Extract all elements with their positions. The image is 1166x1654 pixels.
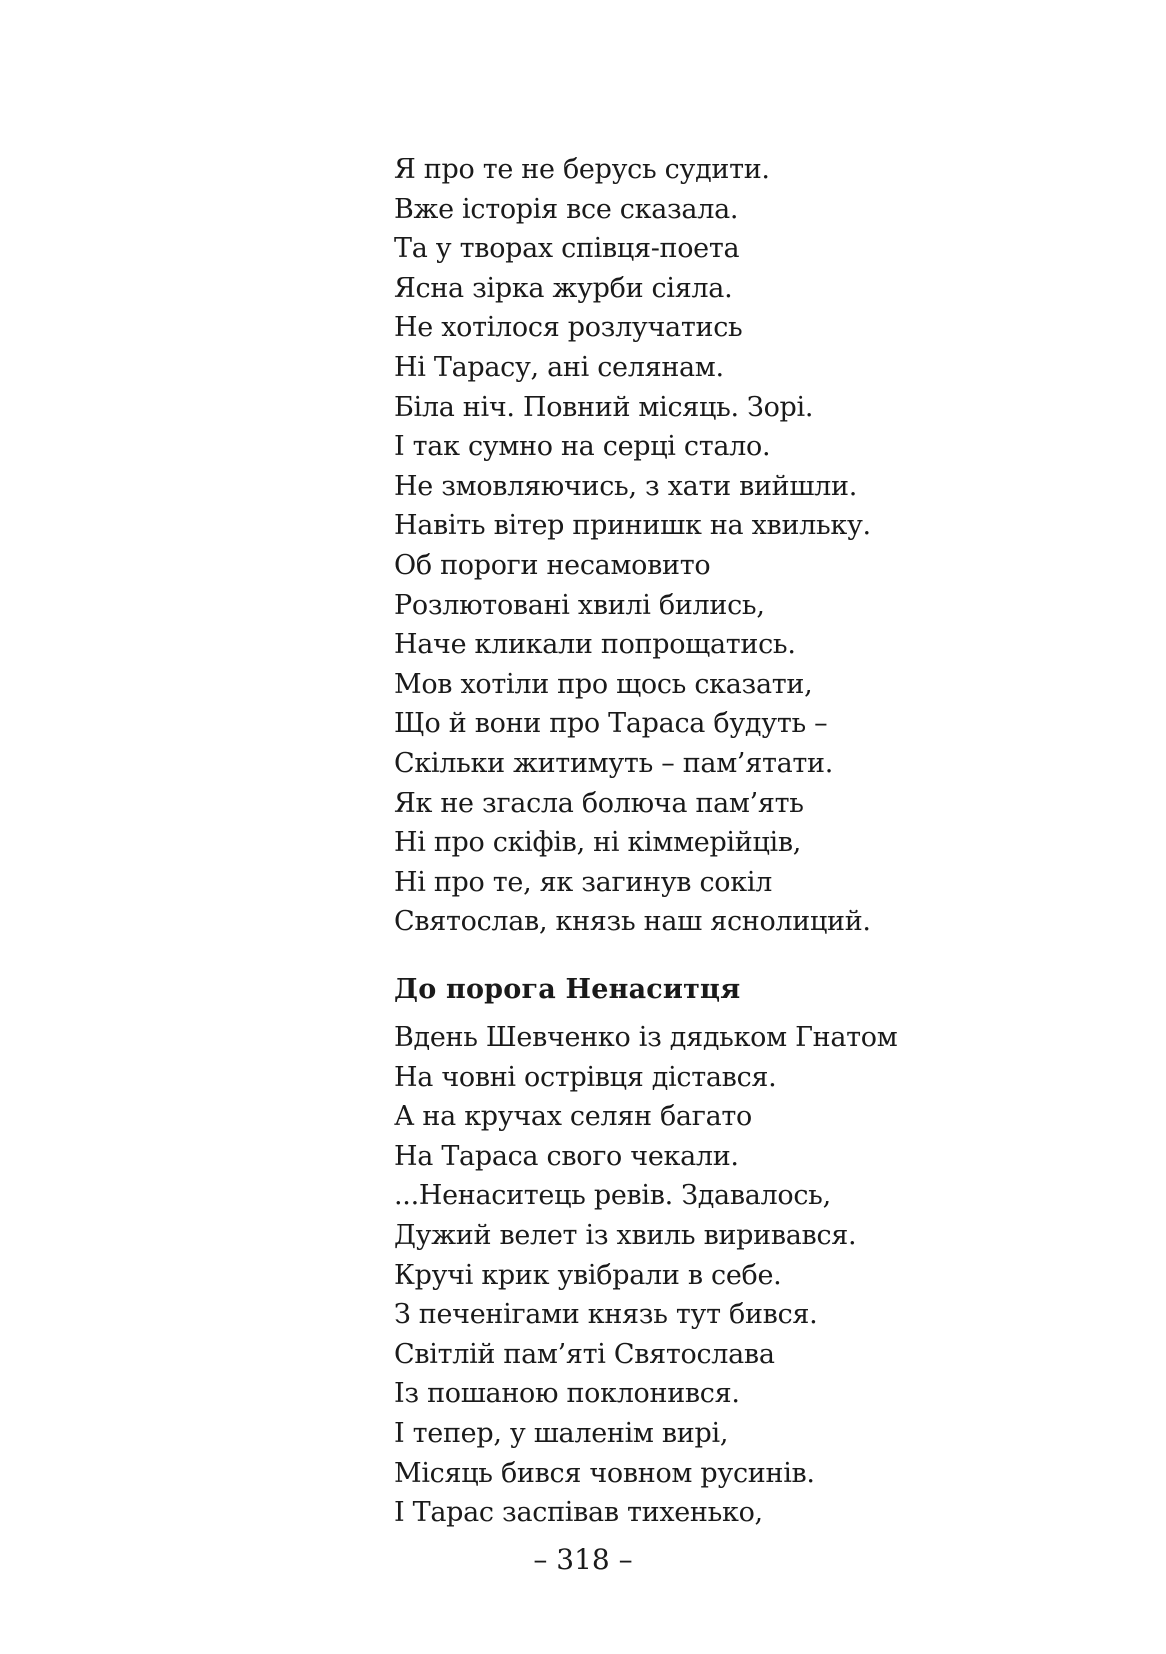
poem-line: На Тараса свого чекали. [394,1140,739,1172]
poem-line: І так сумно на серці стало. [394,431,771,463]
poem-stanza-1 [394,150,1094,942]
poem-line: Місяць бився човном русинів. [394,1457,815,1489]
poem-line: Мов хотіли про щось сказати, [394,668,813,700]
poem-line: Світлій пам’яті Святослава [394,1338,775,1370]
poem-line: Святослав, князь наш яснолиций. [394,906,871,938]
poem-line: Скільки житимуть – пам’ятати. [394,747,833,779]
section-heading: До порога Ненаситця [394,974,741,1005]
poem-line: Ясна зірка журби сіяла. [394,272,733,304]
poem-line: Розлютовані хвилі бились, [394,589,765,621]
poem-line: Не хотілося розлучатись [394,312,743,344]
poem-line: Наче кликали попрощатись. [394,629,796,661]
poem-line: Ні про скіфів, ні кіммерійців, [394,827,802,859]
poem-line: Не змовляючись, з хати вийшли. [394,470,857,502]
poem-line: Кручі крик увібрали в себе. [394,1259,782,1291]
poem-line: Вже історія все сказала. [394,193,739,225]
poem-line: ...Ненаситець ревів. Здавалось, [394,1180,831,1212]
poem-line: З печенігами князь тут бився. [394,1299,818,1331]
poem-line: Та у творах співця-поета [394,233,740,265]
poem-line: Із пошаною поклонився. [394,1378,740,1410]
poem-line: Дужий велет із хвиль виривався. [394,1219,857,1251]
poem-line: Об пороги несамовито [394,549,711,581]
poem-line: Я про те не берусь судити. [394,154,770,185]
poem-line: Ні про те, як загинув сокіл [394,866,773,898]
poem-line: Ні Тарасу, ані селянам. [394,351,724,383]
poem-line: І Тарас заспівав тихенько, [394,1497,763,1529]
poem-line: Вдень Шевченко із дядьком Гнатом [394,1022,898,1053]
poem-line: І тепер, у шаленім вирі, [394,1417,729,1449]
poem-line: Як не згасла болюча пам’ять [394,787,804,819]
poem-line: На човні острівця дістався. [394,1061,777,1093]
poem-line: Навіть вітер принишк на хвильку. [394,510,871,542]
poem-line: Що й вони про Тараса будуть – [394,708,828,740]
poem-line: Біла ніч. Повний місяць. Зорі. [394,391,814,423]
poem-stanza-2 [394,1018,1094,1533]
poem-line: А на кручах селян багато [394,1101,752,1133]
page-number: – 318 – [533,1543,633,1576]
